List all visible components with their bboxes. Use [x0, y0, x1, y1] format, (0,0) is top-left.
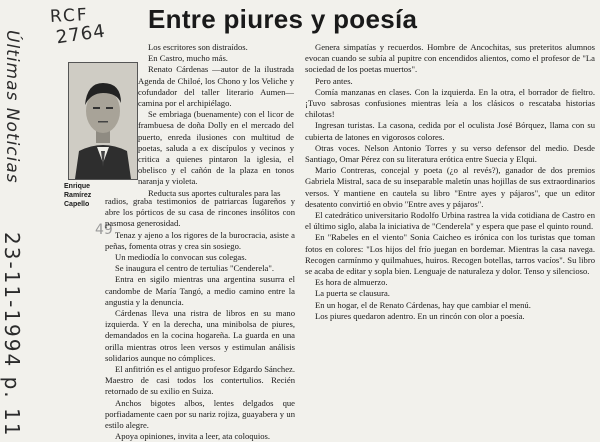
paragraph: El anfitrión es el antiguo profesor Edgardo Sánchez. Maestro de casi todos los contertulios. Recién retornado de su exilio en Suiza.	[105, 364, 295, 397]
photo-caption: Enrique Ramírez Capello	[64, 183, 92, 208]
portrait-image	[69, 63, 137, 179]
handwritten-archive-code: RCF	[49, 5, 90, 27]
paragraph: Reducta sus aportes culturales para las	[148, 187, 281, 198]
paragraph: Mario Contreras, concejal y poeta (¿o al revés?), ganador de dos premios Gabriela Mistral, saca de su inseparable maletín unas hojillas de sus extraordinarios versos. Y mantiene en cautela su libro "Entre ayes y pájaros", que un editor desatento convirtió en obvio "Entre aves y pájaros".	[305, 165, 595, 209]
paragraph: Genera simpatías y recuerdos. Hombre de Ancochitas, sus preteritos alumnos evocan cuando se subía al pupitre con encendidos alientos, como el profesor de "La sociedad de los poetas muertos".	[305, 42, 595, 75]
paragraph: Se inaugura el centro de tertulias "Cenderela".	[115, 263, 275, 274]
paragraph: Ingresan turistas. La casona, cedida por el oculista José Bórquez, llama con su cubierta de latones en vigorosos colores.	[305, 120, 595, 142]
paragraph: El catedrático universitario Rodolfo Urbina rastrea la vida cotidiana de Castro en el último siglo, alaba la iniciativa de "Cenderela" y espera que pase el quinto round.	[305, 210, 595, 232]
paragraph: Los escritores son distraídos.	[148, 42, 248, 52]
paragraph: Renato Cárdenas —autor de la ilustrada Agenda de Chiloé, los Chono y los Veliche y cofundador del taller literario Aumen— camina por el archipiélago.	[138, 64, 294, 109]
paragraph: Apoya opiniones, invita a leer, ata coloquios.	[115, 431, 271, 442]
paragraph: Entra en sigilo mientras una argentina susurra el candombe de María Tangó, a medio camino entre la angustia y la denuncia.	[105, 274, 295, 307]
paragraph: Los piures quedaron adentro. En un rincón con olor a poesía.	[315, 310, 525, 321]
handwritten-date-note	[0, 232, 28, 438]
handwritten-source-text: Últimas Noticias	[2, 30, 22, 184]
paragraph: Comía manzanas en clases. Con la izquierda. En la otra, el borrador de fieltro. ¡Tuvo sabrosas confusiones mientras leía a los clásicos o rescataba historias chilotas!	[305, 86, 595, 120]
paragraph: Tenaz y ajeno a los rigores de la burocracia, asiste a peñas, fomenta otras y crea sin sosiego.	[105, 229, 295, 251]
handwritten-source-note	[2, 30, 28, 200]
pencil-mark: 49	[95, 222, 113, 238]
paragraph: Otras voces. Nelson Antonio Torres y su verso defensor del medio. Desde Santiago, Omar Pérez con su literatura erótica entre Suecia y Elqui.	[305, 142, 595, 165]
paragraph: En "Rabeles en el viento" Sonia Caicheo es irónica con los turistas que toman fotos en colores: "Los hijos del frío juegan en bordemar. Mientras la casa navega. Recogen carmínmo y quilmahues, huiros. Recogen botellas, tarros vacíos". Su libro se acaba de editar y sopla bien. Lenguaje de naturaleza y dolor. Tenso y silencioso.	[305, 232, 595, 277]
handwritten-archive-number: 2764	[54, 20, 108, 49]
paragraph: Un mediodía lo convocan sus colegas.	[115, 252, 247, 263]
paragraph: Anchos bigotes albos, lentes delgados que porfiadamente caen por su nariz rojiza, guayabera y un estilo alegre.	[105, 397, 295, 431]
author-photo	[68, 62, 138, 180]
paragraph: La puerta se clausura.	[315, 288, 390, 299]
paragraph: Pero antes.	[315, 75, 353, 86]
handwritten-date-text: 23-11-1994 p. 11	[0, 232, 24, 438]
paragraph: Se embriaga (buenamente) con el licor de frambuesa de doña Dolly en el mercado del puerto, enreda ilusiones con multitud de poetas, saluda a ex discípulos y vecinos y critica a quienes pintaron la iglesia, el obelisco y el cañón de la plaza en tonos naranja y violeta.	[138, 109, 294, 187]
paragraph: radios, graba testimonios de patriarcas lugareños y abre los pórticos de su casa de rincones insólitos con pasmosa generosidad.	[105, 196, 295, 229]
article-title: Entre piures y poesía	[148, 4, 418, 34]
column-two	[305, 42, 595, 322]
paragraph: Es hora de almuerzo.	[315, 277, 388, 288]
column-one-top	[138, 42, 294, 199]
paragraph: En Castro, mucho más.	[148, 53, 228, 64]
paragraph: Cárdenas lleva una ristra de libros en su mano izquierda. Y en la derecha, una minibolsa de piures, demandados en la cocina hogareña. La guarda en una orilla mientras otros leen versos y estimulan análisis solidarios aunque no cómplices.	[105, 308, 295, 363]
paragraph: En un hogar, el de Renato Cárdenas, hay que cambiar el menú.	[315, 299, 531, 310]
column-one-bottom	[105, 196, 295, 442]
